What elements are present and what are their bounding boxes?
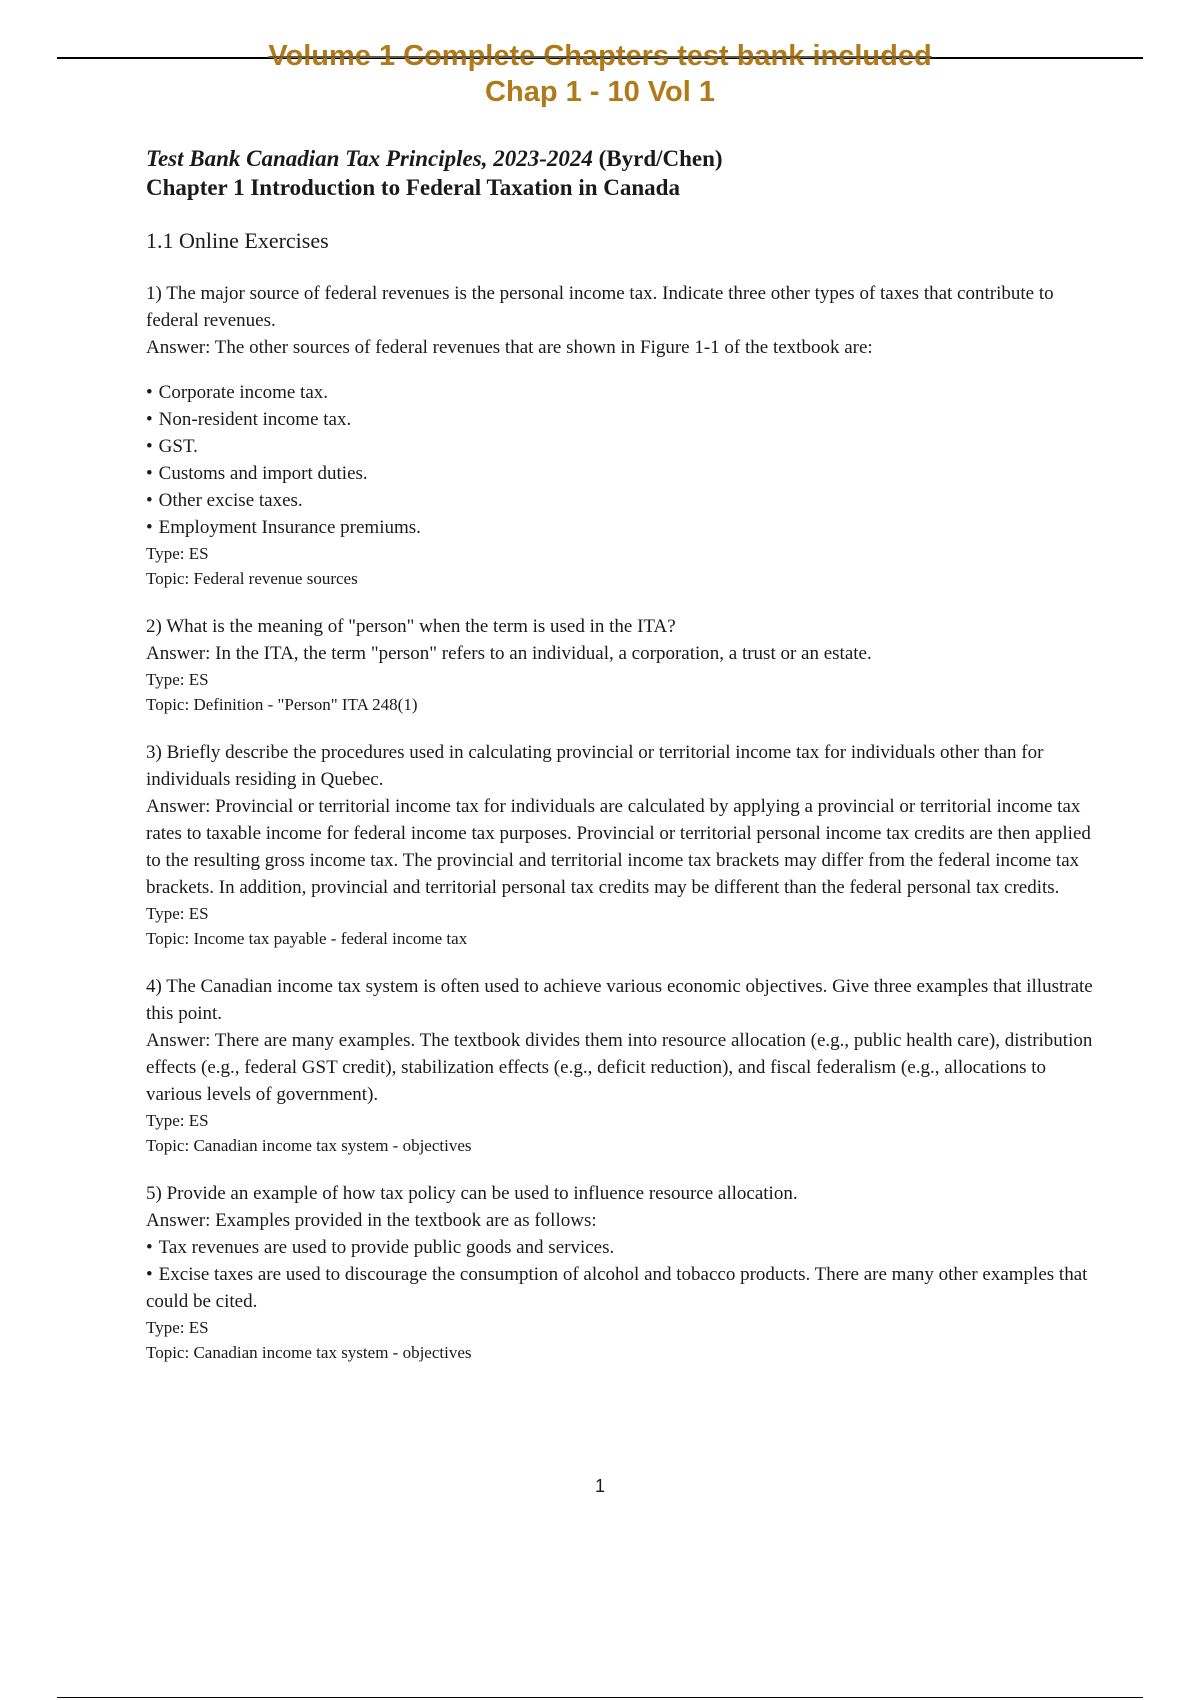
chapter-title: Chapter 1 Introduction to Federal Taxation in Canada xyxy=(146,175,680,200)
page-number: 1 xyxy=(594,1476,605,1496)
answer-bullet: • Other excise taxes. xyxy=(146,487,1106,514)
question-type: Type: ES xyxy=(146,904,209,923)
question-topic: Topic: Canadian income tax system - objectives xyxy=(146,1343,472,1362)
answer-bullet: • GST. xyxy=(146,433,1106,460)
question-topic: Topic: Federal revenue sources xyxy=(146,569,358,588)
question-text: 2) What is the meaning of "person" when the term is used in the ITA? xyxy=(146,616,676,637)
answer-bullet: • Employment Insurance premiums. xyxy=(146,514,1106,541)
answer-bullet-list xyxy=(146,379,1106,541)
answer-bullet: • Corporate income tax. xyxy=(146,379,1106,406)
question-text: 3) Briefly describe the procedures used in calculating provincial or territorial income tax for individuals other than for individuals residing in Quebec. xyxy=(146,742,1044,790)
question-type: Type: ES xyxy=(146,544,209,563)
section-heading: 1.1 Online Exercises xyxy=(146,228,329,253)
question-text: 4) The Canadian income tax system is often used to achieve various economic objectives. Give three examples that illustrate this point. xyxy=(146,976,1093,1024)
answer-text: Answer: In the ITA, the term "person" refers to an individual, a corporation, a trust or an estate. xyxy=(146,643,872,664)
question-type: Type: ES xyxy=(146,1318,209,1337)
question-type: Type: ES xyxy=(146,1111,209,1130)
question-type: Type: ES xyxy=(146,670,209,689)
question-topic: Topic: Income tax payable - federal income tax xyxy=(146,929,468,948)
question-text: 5) Provide an example of how tax policy can be used to influence resource allocation. xyxy=(146,1183,798,1204)
footer-rule xyxy=(57,1697,1143,1698)
question-topic: Topic: Canadian income tax system - objectives xyxy=(146,1136,472,1155)
answer-bullet: • Excise taxes are used to discourage the consumption of alcohol and tobacco products. There are many other examples that could be cited. xyxy=(146,1261,1106,1315)
question-topic: Topic: Definition - "Person" ITA 248(1) xyxy=(146,695,418,714)
answer-text: Answer: Examples provided in the textbook are as follows: xyxy=(146,1210,597,1231)
question-block-3 xyxy=(146,739,1106,951)
question-block-5 xyxy=(146,1180,1106,1365)
question-text: 1) The major source of federal revenues is the personal income tax. Indicate three other types of taxes that contribute to federal revenues. xyxy=(146,283,1054,331)
answer-text: Answer: There are many examples. The textbook divides them into resource allocation (e.g., public health care), distribution effects (e.g., federal GST credit), stabilization effects (e.g., deficit reduction), and fiscal federalism (e.g., allocations to various levels of government). xyxy=(146,1030,1093,1105)
question-block-2 xyxy=(146,613,1106,717)
answer-bullet-list xyxy=(146,1234,1106,1315)
answer-bullet: • Tax revenues are used to provide public goods and services. xyxy=(146,1234,1106,1261)
promo-banner xyxy=(0,38,1200,110)
answer-bullet: • Non-resident income tax. xyxy=(146,406,1106,433)
book-authors: (Byrd/Chen) xyxy=(592,146,723,171)
banner-line-1: Volume 1 Complete Chapters test bank included xyxy=(268,40,932,72)
document-body xyxy=(146,144,1106,1387)
answer-bullet: • Customs and import duties. xyxy=(146,460,1106,487)
question-block-4 xyxy=(146,973,1106,1158)
banner-line-2: Chap 1 - 10 Vol 1 xyxy=(485,76,715,108)
answer-text: Answer: Provincial or territorial income tax for individuals are calculated by applying a provincial or territorial income tax rates to taxable income for federal income tax purposes. Provincial or territorial personal income tax credits are then applied to the resulting gross income tax. The provincial and territorial income tax brackets may differ from the federal income tax brackets. In addition, provincial and territorial personal tax credits may be different than the federal personal tax credits. xyxy=(146,796,1091,898)
question-block-1 xyxy=(146,280,1106,591)
answer-text: Answer: The other sources of federal revenues that are shown in Figure 1-1 of the textbook are: xyxy=(146,337,873,358)
document-title xyxy=(146,144,1106,173)
book-title: Test Bank Canadian Tax Principles, 2023-2024 xyxy=(146,146,593,171)
